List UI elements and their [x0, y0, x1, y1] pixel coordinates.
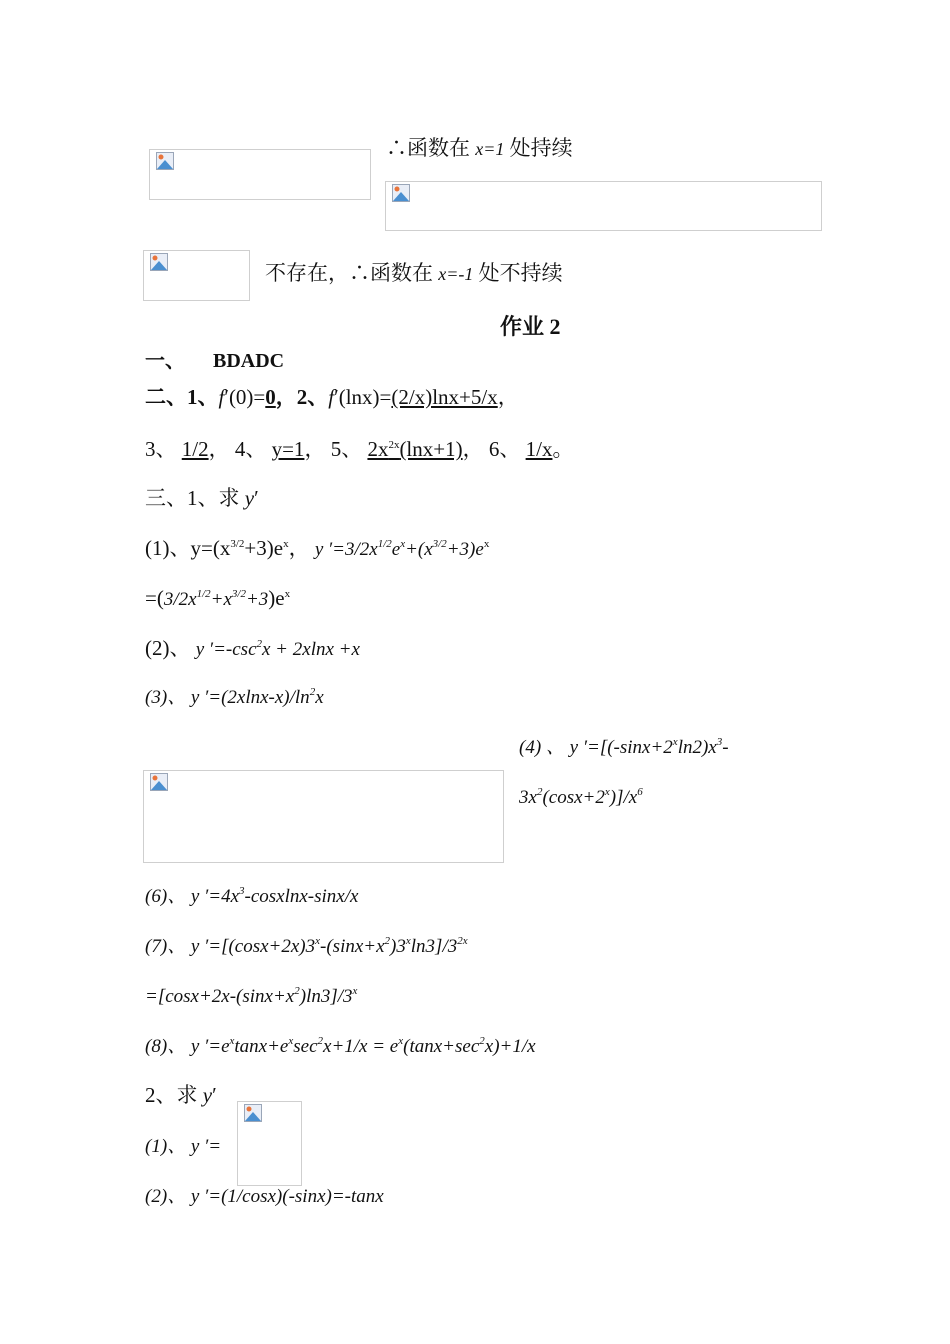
label: 三、1、求 — [145, 486, 240, 510]
sup: 1/2 — [377, 538, 392, 550]
image-placeholder-1 — [149, 149, 371, 200]
image-placeholder-2 — [385, 181, 822, 231]
t: -cosxlnx-sinx/x — [244, 886, 359, 907]
label: 2、求 — [145, 1083, 203, 1107]
sup: 2 — [384, 935, 391, 947]
t: x+1/x = e — [323, 1036, 399, 1057]
t: )]/x — [609, 787, 638, 808]
sup: 3 — [239, 885, 245, 897]
image-placeholder-3 — [143, 250, 250, 301]
text: 处不持续 — [473, 261, 563, 285]
t: x)+1/x — [484, 1036, 536, 1057]
sup: x — [405, 935, 411, 947]
therefore-symbol: ∴ — [349, 261, 370, 285]
superscript: 2x — [388, 439, 400, 451]
t: (6)、 y ′=4x — [145, 886, 239, 907]
problem-7-continued — [145, 984, 357, 1010]
sep: 、 — [197, 385, 219, 409]
t: )e — [268, 586, 285, 610]
problem-7 — [145, 934, 468, 960]
t: 3/2x — [163, 589, 197, 610]
sup: x — [229, 1035, 235, 1047]
t: sec — [293, 1036, 318, 1057]
t: (8)、 y ′=e — [145, 1036, 230, 1057]
answer: 1/x — [525, 437, 553, 461]
variable: x=1 — [475, 139, 505, 159]
sup: 2x — [457, 935, 468, 947]
section-label: 二、 — [145, 385, 187, 409]
t: (tanx+sec — [403, 1036, 480, 1057]
sup: 1/2 — [196, 588, 211, 600]
sup: x — [315, 935, 321, 947]
t: y ′=-csc — [195, 639, 257, 660]
t: =[cosx+2x-(sinx+x — [145, 986, 295, 1007]
broken-image-icon — [150, 253, 168, 271]
func: f — [218, 385, 225, 409]
text: 函数在 — [370, 261, 439, 285]
t: y ′=3/2x — [314, 539, 378, 560]
t: =( — [145, 586, 164, 610]
therefore-symbol: ∴ — [386, 136, 407, 160]
section-2-line-1 — [145, 384, 519, 410]
continuity-line-2 — [265, 260, 563, 287]
sup: 2 — [294, 985, 300, 997]
sup: 2 — [256, 638, 262, 650]
prime: ′ — [224, 385, 229, 409]
t: +x — [210, 589, 232, 610]
answer: 1/2 — [181, 437, 209, 461]
t: +3)e — [244, 536, 284, 560]
answer: y=1 — [271, 437, 305, 461]
text: 函数在 — [407, 136, 476, 160]
ans-part: 2x — [367, 437, 389, 461]
sup: x — [284, 588, 291, 600]
t: e — [391, 539, 401, 560]
sup: x — [288, 1035, 294, 1047]
q-num: 6、 — [488, 437, 521, 461]
answer — [367, 437, 462, 461]
prime: ′ — [334, 385, 339, 409]
q-num: 1 — [187, 385, 198, 409]
variable: x=-1 — [438, 264, 474, 284]
t: (1)、 y ′= — [145, 1136, 222, 1157]
problem-4-continued — [519, 785, 643, 811]
problem-1 — [145, 535, 489, 563]
sup: 2 — [479, 1035, 485, 1047]
sup: 3/2 — [432, 538, 447, 550]
section-3-label — [145, 485, 259, 511]
period: 。 — [552, 437, 574, 461]
page-heading: 作业 2 — [500, 314, 561, 339]
text: 不存在， — [265, 261, 349, 285]
problem-8 — [145, 1034, 536, 1060]
problem-4 — [519, 735, 729, 761]
image-placeholder-4 — [143, 770, 504, 863]
t: )3 — [390, 936, 406, 957]
t: (1)、y=(x — [145, 536, 231, 560]
sup: 3/2 — [231, 588, 246, 600]
t: tanx+e — [234, 1036, 289, 1057]
var: y — [202, 1083, 213, 1107]
q-num: 4、 — [234, 437, 267, 461]
t: (2)、 — [145, 636, 191, 660]
broken-image-icon — [150, 773, 168, 791]
q-num: 3、 — [145, 437, 177, 461]
t: x — [315, 687, 324, 708]
t: ln3]/3 — [410, 936, 458, 957]
answer: (2/x)lnx+5/x — [391, 385, 498, 409]
sup: x — [400, 538, 406, 550]
arg: (lnx)= — [338, 385, 392, 409]
problem-2 — [145, 635, 360, 663]
section-label: 一、 — [145, 350, 185, 372]
section-2-line-2 — [145, 436, 573, 462]
sep: ， — [462, 437, 484, 461]
broken-image-icon — [244, 1104, 262, 1122]
sup: x — [483, 538, 490, 550]
t: (7)、 y ′=[(cosx+2x)3 — [145, 936, 316, 957]
sup: 3 — [716, 736, 723, 748]
prime: ′ — [254, 486, 259, 510]
answer: 0 — [265, 385, 276, 409]
t: 3x — [519, 787, 537, 808]
question-2-part-1 — [145, 1134, 221, 1160]
image-placeholder-5 — [237, 1101, 302, 1186]
sup: x — [398, 1035, 404, 1047]
continuity-line-1 — [386, 135, 573, 162]
problem-1-continued — [145, 585, 290, 613]
sep: ， — [208, 437, 230, 461]
t: (2)、 y ′=(1/cosx)(-sinx)=-tanx — [145, 1186, 384, 1207]
sup: 6 — [637, 786, 643, 798]
t: +3)e — [446, 539, 484, 560]
question-2-label — [145, 1082, 217, 1108]
sup: x — [283, 538, 289, 550]
q-num: 2 — [296, 385, 308, 409]
sup: 3/2 — [230, 538, 245, 550]
t: +3 — [245, 589, 269, 610]
answer: BDADC — [213, 350, 285, 372]
broken-image-icon — [392, 184, 410, 202]
ans-part: (lnx+1) — [399, 437, 463, 461]
sup: 2 — [309, 686, 316, 698]
broken-image-icon — [156, 152, 174, 170]
section-1 — [145, 348, 284, 374]
sep: ， — [304, 437, 326, 461]
question-2-part-2 — [145, 1184, 384, 1210]
sep: 、 — [307, 385, 329, 409]
t: - — [722, 737, 729, 758]
func: f — [328, 385, 335, 409]
t: (4) 、 y ′=[(-sinx+2 — [519, 737, 673, 758]
problem-3 — [145, 685, 324, 711]
t: ln2)x — [677, 737, 717, 758]
text: 处持续 — [504, 136, 573, 160]
sup: 2 — [317, 1035, 324, 1047]
sep: ， — [275, 385, 297, 409]
t: -(sinx+x — [320, 936, 385, 957]
sep: ， — [497, 385, 519, 409]
t: (cosx+2 — [542, 787, 605, 808]
prime: ′ — [212, 1083, 217, 1107]
var: y — [244, 486, 255, 510]
t: +(x — [405, 539, 433, 560]
sup: 2 — [536, 786, 543, 798]
problem-6 — [145, 884, 358, 910]
sup: x — [604, 786, 610, 798]
t: )ln3]/3 — [299, 986, 353, 1007]
arg: (0)= — [228, 385, 266, 409]
t: ， — [288, 536, 310, 560]
t: (3)、 y ′=(2xlnx-x)/ln — [145, 687, 310, 708]
sup: x — [352, 985, 358, 997]
q-num: 5、 — [330, 437, 363, 461]
sup: x — [672, 736, 678, 748]
t: x + 2xlnx +x — [262, 639, 360, 660]
